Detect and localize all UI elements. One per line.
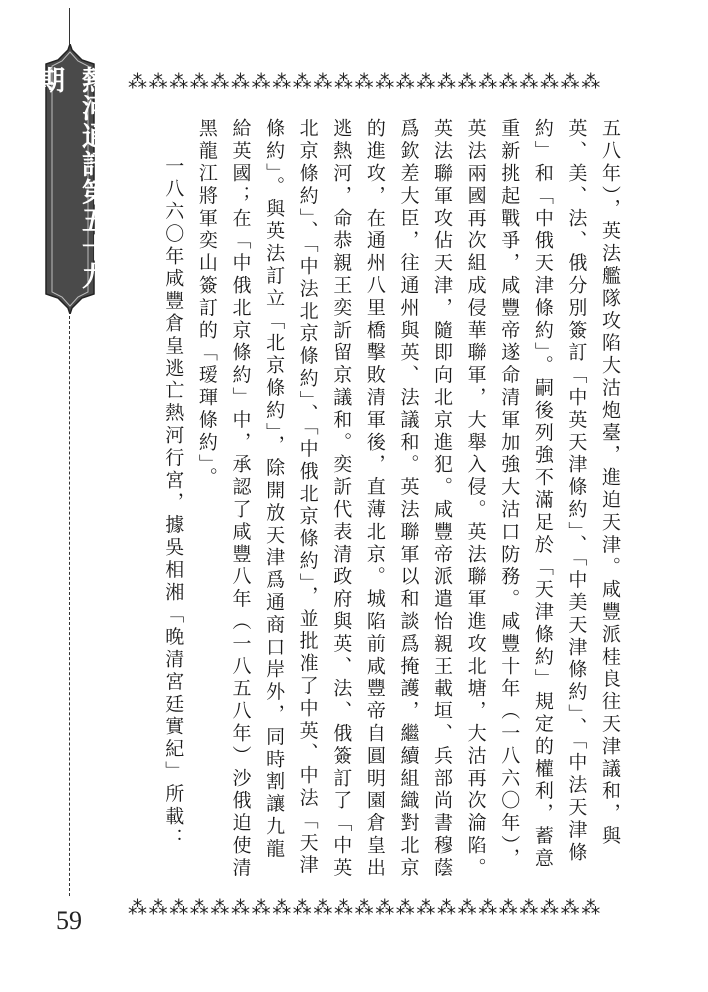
- page-number: 59: [56, 906, 82, 935]
- spine-line-dashed: [69, 316, 70, 896]
- publication-title: 熱河通訊第五十九期: [33, 66, 108, 290]
- title-banner: [33, 44, 108, 314]
- paragraph: 一八六〇年咸豐倉皇逃亡熱河行宮，據吳相湘「晚清宮廷實紀」所載：: [162, 156, 185, 851]
- article-body: [160, 118, 626, 880]
- spine-line-top: [69, 8, 70, 44]
- bottom-ornament-row: ⁂⁂⁂⁂⁂⁂⁂⁂⁂⁂⁂⁂⁂⁂⁂⁂⁂⁂⁂⁂⁂⁂⁂: [128, 897, 602, 919]
- paragraph: 五八年），英法艦隊攻陷大沽炮臺，進迫天津。咸豐派桂良往天津議和，與英、美、法、俄分別簽訂「中英天津條約」、「中美天津條約」、「中法天津條約」和「中俄天津條約」。嗣後列強不滿足於「天津條約」規定的權利，蓄意重新挑起戰爭，咸豐帝遂命清軍加強大沽口防務。咸豐十年（一八六〇年），英法兩國再次組成侵華聯軍，大舉入侵。英法聯軍進攻北塘，大沽再次淪陷。英法聯軍攻佔天津，隨即向北京進犯。咸豐帝派遣怡親王載垣、兵部尚書穆蔭爲欽差大臣，往通州與英、法議和。英法聯軍以和談爲掩護，繼續組織對北京的進攻，在通州八里橋擊敗清軍後，直薄北京。城陷前咸豐帝自圓明園倉皇出逃熱河，命恭親王奕訢留京議和。奕訢代表清政府與英、法、俄簽訂了「中英北京條約」、「中法北京條約」、「中俄北京條約」，並批准了中英、中法「天津條約」。與英法訂立「北京條約」，除開放天津爲通商口岸外，同時割讓九龍給英國；在「中俄北京條約」中，承認了咸豐八年（一八五八年）沙俄迫使清黑龍江將軍奕山簽訂的「瑷琿條約」。: [195, 118, 621, 880]
- top-ornament-row: ⁂⁂⁂⁂⁂⁂⁂⁂⁂⁂⁂⁂⁂⁂⁂⁂⁂⁂⁂⁂⁂⁂⁂: [128, 71, 602, 93]
